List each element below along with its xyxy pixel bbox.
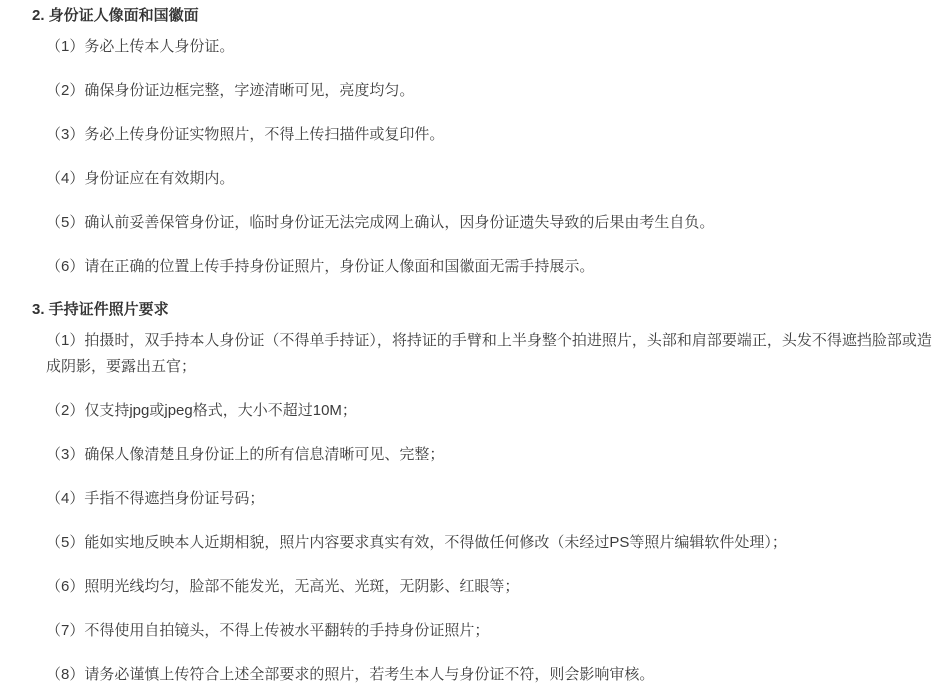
list-item: （2）仅支持jpg或jpeg格式，大小不超过10M； [46,402,357,419]
list-item: （1）拍摄时，双手持本人身份证（不得单手持证），将持证的手臂和上半身整个拍进照片，头部和肩部要端正，头发不得遮挡脸部或造成阴影，要露出五官； [46,332,932,375]
list-item: （5）确认前妥善保管身份证，临时身份证无法完成网上确认，因身份证遗失导致的后果由考生自负。 [46,214,715,231]
list-item: （8）请务必谨慎上传符合上述全部要求的照片，若考生本人与身份证不符，则会影响审核。 [46,666,655,683]
list-item: （6）照明光线均匀，脸部不能发光，无高光、光斑，无阴影、红眼等； [46,578,520,595]
list-item: （3）务必上传身份证实物照片，不得上传扫描件或复印件。 [46,126,445,143]
list-item: （3）确保人像清楚且身份证上的所有信息清晰可见、完整； [46,446,445,463]
list-item: （4）身份证应在有效期内。 [46,170,235,187]
list-item: （7）不得使用自拍镜头，不得上传被水平翻转的手持身份证照片； [46,622,490,639]
section-heading-id-card: 2. 身份证人像面和国徽面 [32,7,199,24]
list-item: （1）务必上传本人身份证。 [46,38,235,55]
section-3-item-list [10,328,940,688]
list-item: （4）手指不得遮挡身份证号码； [46,490,265,507]
section-2-item-list [10,34,940,280]
list-item: （5）能如实地反映本人近期相貌，照片内容要求真实有效，不得做任何修改（未经过PS等照片编辑软件处理）； [46,534,787,551]
list-item: （2）确保身份证边框完整，字迹清晰可见，亮度均匀。 [46,82,415,99]
section-heading-handheld-photo: 3. 手持证件照片要求 [32,301,169,318]
list-item: （6）请在正确的位置上传手持身份证照片，身份证人像面和国徽面无需手持展示。 [46,258,595,275]
